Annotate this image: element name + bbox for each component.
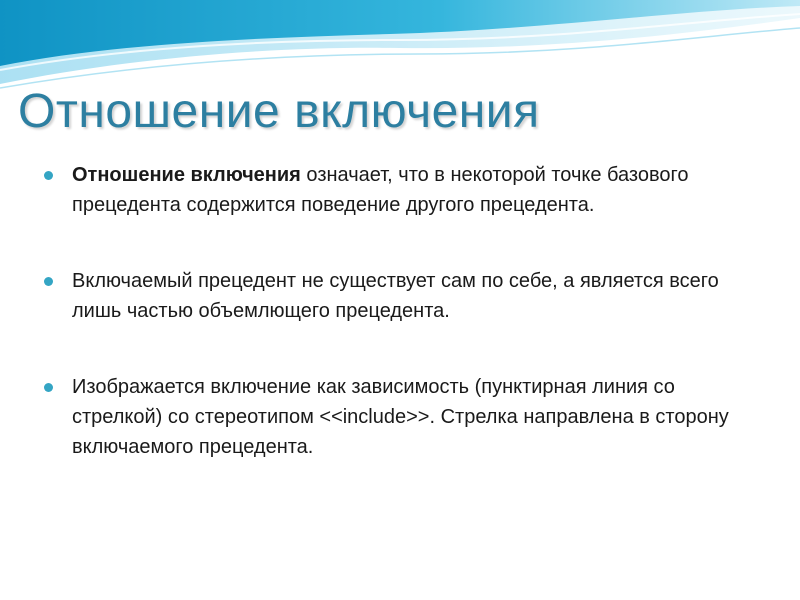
bullet-bold-text: Отношение включения [72, 164, 301, 186]
bullet-item [44, 266, 744, 326]
bullet-item [44, 372, 744, 462]
bullet-text: Включаемый прецедент не существует сам по себе, а является всего лишь частью объемлющего прецедента. [72, 270, 719, 322]
bullet-list [44, 160, 744, 508]
slide-title: Отношение включения [18, 85, 540, 138]
bullet-item [44, 160, 744, 220]
bullet-text: Изображается включение как зависимость (пунктирная линия со стрелкой) со стереотипом <<include>>. Стрелка направлена в сторону включаемого прецедента. [72, 376, 729, 458]
bullet-text: означает, что в некоторой точке базового прецедента содержится поведение другого прецедента. [72, 164, 689, 216]
